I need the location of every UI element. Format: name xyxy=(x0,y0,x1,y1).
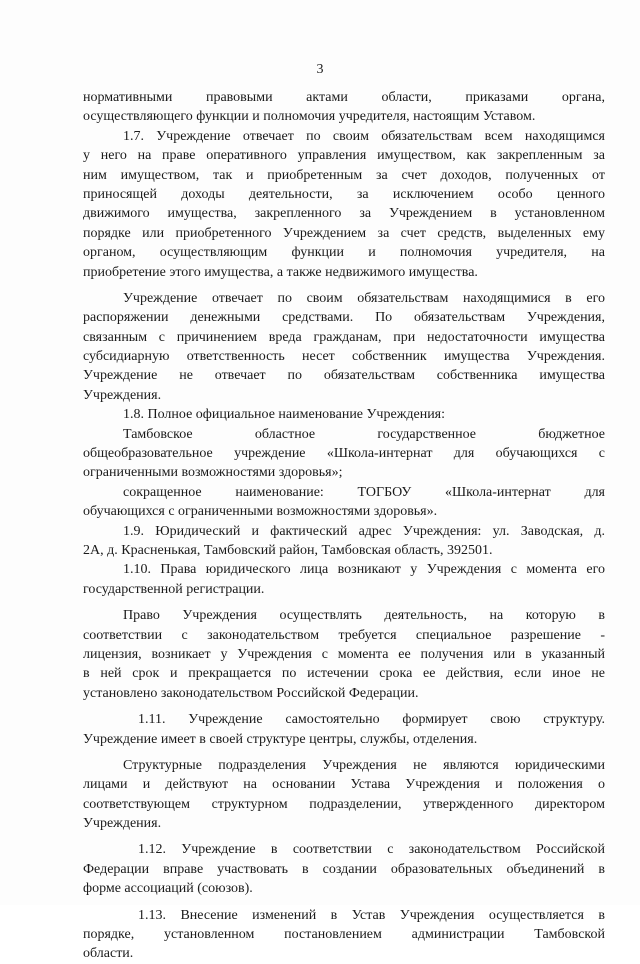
text-line: Учреждения. xyxy=(83,387,162,403)
text-line: 2А, д. Красненькая, Тамбовский район, Тамбовская область, 392501. xyxy=(83,542,493,558)
text-line: лицензия, возникает у Учреждения с момента ее получения или в указанный xyxy=(83,646,605,662)
text-line: обучающихся с ограниченными возможностями здоровья». xyxy=(83,504,438,520)
text-line: области. xyxy=(83,946,134,962)
text-line: ним имуществом, так и приобретенным за счет доходов, полученных от xyxy=(83,167,605,183)
text-line: 1.9. Юридический и фактический адрес Учреждения: ул. Заводская, д. xyxy=(123,523,605,539)
paragraph-gap xyxy=(83,833,605,840)
text-line: 1.12. Учреждение в соответствии с законодательством Российской xyxy=(138,842,605,858)
text-line: Федерации вправе участвовать в создании образовательных объединений в xyxy=(83,861,605,877)
text-line: установлено законодательством Российской Федерации. xyxy=(83,685,419,701)
text-line: нормативными правовыми актами области, приказами органа, xyxy=(83,90,605,105)
text-line: 1.11. Учреждение самостоятельно формирует свою структуру. xyxy=(138,712,605,728)
text-line: приобретение этого имущества, а также недвижимого имущества. xyxy=(83,264,478,280)
text-line: распоряжении денежными средствами. По обязательствам Учреждения, xyxy=(83,310,605,326)
text-line: 1.10. Права юридического лица возникают у Учреждения с момента его xyxy=(123,562,605,578)
page-number: 3 xyxy=(316,62,324,77)
text-line: Право Учреждения осуществлять деятельность, на которую в xyxy=(123,608,605,624)
text-line: соответствии с законодательством требуется специальное разрешение - xyxy=(83,627,605,643)
paragraph-gap xyxy=(83,703,605,710)
text-line: Учреждение отвечает по своим обязательствам находящимися в его xyxy=(123,290,605,306)
text-line: субсидиарную ответственность несет собственник имущества Учреждения. xyxy=(83,349,605,365)
text-line: соответствующем структурном подразделении, утвержденного директором xyxy=(83,796,605,812)
text-line: приносящей доходы деятельности, за исключением особо ценного xyxy=(83,186,605,202)
text-line: осуществляющего функции и полномочия учредителя, настоящим Уставом. xyxy=(83,109,536,125)
text-line: Учреждения. xyxy=(83,816,162,832)
text-line: Тамбовское областное государственное бюджетное xyxy=(123,426,605,442)
text-line: 1.8. Полное официальное наименование Учреждения: xyxy=(123,407,446,423)
text-line: порядке, установленном постановлением администрации Тамбовской xyxy=(83,927,605,943)
text-line: Учреждение имеет в своей структуре центры, службы, отделения. xyxy=(83,731,478,747)
text-line: общеобразовательное учреждение «Школа-интернат для обучающихся с xyxy=(83,446,605,462)
text-line: порядке или приобретенного Учреждением за счет средств, выделенных ему xyxy=(83,225,605,241)
document-body xyxy=(83,88,605,964)
text-line: движимого имущества, закрепленного за Учреждением в установленном xyxy=(83,206,605,222)
text-line: в ней срок и прекращается по истечении срока ее действия, если иное не xyxy=(83,666,605,682)
text-line: государственной регистрации. xyxy=(83,581,265,597)
text-line: органом, осуществляющим функции и полномочия учредителя, на xyxy=(83,245,605,261)
paragraph-gap xyxy=(83,282,605,289)
text-line: у него на праве оперативного управления имуществом, как закрепленным за xyxy=(83,148,605,164)
text-line: ограниченными возможностями здоровья»; xyxy=(83,465,343,481)
text-line: Учреждение не отвечает по обязательствам собственника имущества xyxy=(83,368,605,384)
text-line: форме ассоциаций (союзов). xyxy=(83,881,253,897)
text-line: лицами и действуют на основании Устава Учреждения и положения о xyxy=(83,777,605,793)
text-line: сокращенное наименование: ТОГБОУ «Школа-интернат для xyxy=(123,484,605,500)
text-line: 1.13. Внесение изменений в Устав Учреждения осуществляется в xyxy=(138,907,605,923)
paragraph-gap xyxy=(83,599,605,606)
paragraph-gap xyxy=(83,749,605,756)
text-line: Структурные подразделения Учреждения не являются юридическими xyxy=(123,757,605,773)
text-line: связанным с причинением вреда гражданам, при недостаточности имущества xyxy=(83,329,605,345)
text-line: 1.7. Учреждение отвечает по своим обязательствам всем находящимся xyxy=(123,128,605,144)
